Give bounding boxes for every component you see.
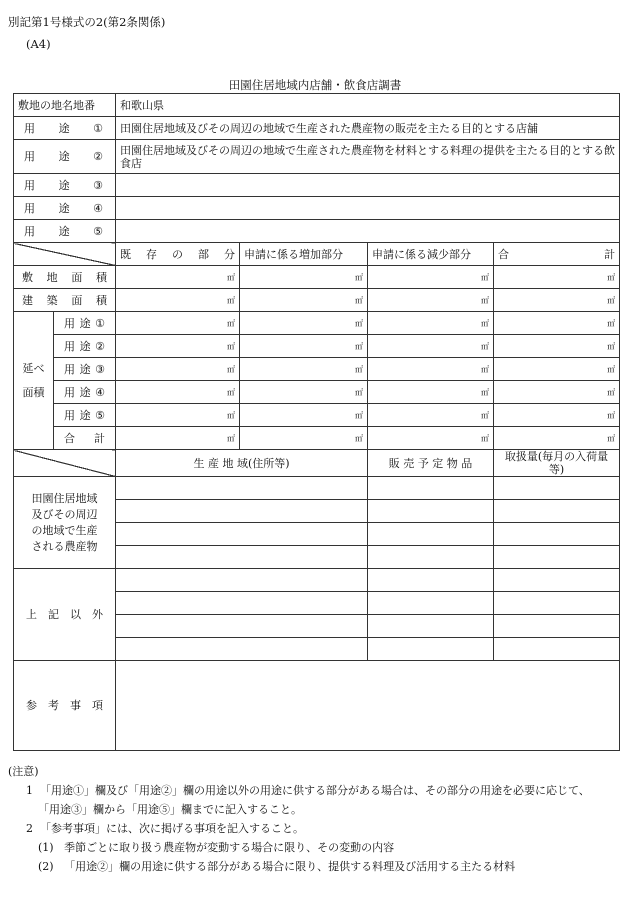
note-1-continued: 「用途③」欄から「用途⑤」欄までに記入すること。: [38, 803, 302, 816]
other-2-volume[interactable]: [494, 592, 620, 615]
floor-total-label: 合 計: [54, 427, 116, 450]
notes-heading: (注意): [8, 765, 39, 778]
floor-3-existing[interactable]: ㎡: [116, 358, 240, 381]
site-area-total[interactable]: ㎡: [494, 266, 620, 289]
area-header-diagonal: [14, 243, 116, 266]
floor-4-increase[interactable]: ㎡: [240, 381, 368, 404]
floor-3-decrease[interactable]: ㎡: [368, 358, 494, 381]
produce-3-items[interactable]: [368, 523, 494, 546]
floor-row-1: [14, 312, 620, 335]
floor-use-label-5: 用 途 ⑤: [54, 404, 116, 427]
use-value-3[interactable]: [116, 174, 620, 197]
use-row-5: [14, 220, 620, 243]
produce-header-diagonal: [14, 450, 116, 477]
use-value-1[interactable]: 田園住居地域及びその周辺の地域で生産された農産物の販売を主たる目的とする店舗: [116, 117, 620, 140]
produce-1-area[interactable]: [116, 477, 368, 500]
floor-1-increase[interactable]: ㎡: [240, 312, 368, 335]
remarks-label: 参 考 事 項: [14, 661, 116, 751]
remarks-value[interactable]: [116, 661, 620, 751]
paper-size: (A4): [26, 37, 51, 51]
floor-row-4: [14, 381, 620, 404]
floor-use-label-4: 用 途 ④: [54, 381, 116, 404]
site-value[interactable]: 和歌山県: [116, 94, 620, 117]
other-3-volume[interactable]: [494, 615, 620, 638]
produce-1-items[interactable]: [368, 477, 494, 500]
header-decrease: 申請に係る減少部分: [368, 243, 494, 266]
other-4-area[interactable]: [116, 638, 368, 661]
floor-5-decrease[interactable]: ㎡: [368, 404, 494, 427]
building-area-increase[interactable]: ㎡: [240, 289, 368, 312]
local-produce-label: 田園住居地域 及びその周辺 の地域で生産 される農産物: [14, 477, 116, 569]
floor-5-increase[interactable]: ㎡: [240, 404, 368, 427]
floor-row-5: [14, 404, 620, 427]
other-3-area[interactable]: [116, 615, 368, 638]
floor-3-total[interactable]: ㎡: [494, 358, 620, 381]
floor-2-total[interactable]: ㎡: [494, 335, 620, 358]
area-header-row: [14, 243, 620, 266]
floor-2-existing[interactable]: ㎡: [116, 335, 240, 358]
building-area-decrease[interactable]: ㎡: [368, 289, 494, 312]
other-2-area[interactable]: [116, 592, 368, 615]
use-value-5[interactable]: [116, 220, 620, 243]
site-area-existing[interactable]: ㎡: [116, 266, 240, 289]
floor-2-increase[interactable]: ㎡: [240, 335, 368, 358]
floor-5-existing[interactable]: ㎡: [116, 404, 240, 427]
form-reference: 別記第1号様式の2(第2条関係): [8, 15, 166, 29]
building-area-row: [14, 289, 620, 312]
floor-4-decrease[interactable]: ㎡: [368, 381, 494, 404]
building-area-total[interactable]: ㎡: [494, 289, 620, 312]
use-value-4[interactable]: [116, 197, 620, 220]
site-area-row: [14, 266, 620, 289]
produce-row-1: [14, 477, 620, 500]
header-sale-items: 販 売 予 定 物 品: [368, 450, 494, 477]
floor-4-existing[interactable]: ㎡: [116, 381, 240, 404]
floor-row-3: [14, 358, 620, 381]
other-3-items[interactable]: [368, 615, 494, 638]
notes-section: [8, 762, 622, 876]
floor-row-2: [14, 335, 620, 358]
produce-3-area[interactable]: [116, 523, 368, 546]
use-value-2[interactable]: 田園住居地域及びその周辺の地域で生産された農産物を材料とする料理の提供を主たる目的とする飲食店: [116, 140, 620, 174]
floor-total-decrease[interactable]: ㎡: [368, 427, 494, 450]
header-increase: 申請に係る増加部分: [240, 243, 368, 266]
floor-4-total[interactable]: ㎡: [494, 381, 620, 404]
site-area-increase[interactable]: ㎡: [240, 266, 368, 289]
other-2-items[interactable]: [368, 592, 494, 615]
header-existing: 既 存 の 部 分: [116, 243, 240, 266]
floor-5-total[interactable]: ㎡: [494, 404, 620, 427]
other-1-area[interactable]: [116, 569, 368, 592]
floor-total-increase[interactable]: ㎡: [240, 427, 368, 450]
produce-header-row: [14, 450, 620, 477]
note-2-2: (2) 「用途②」欄の用途に供する部分がある場合に限り、提供する料理及び活用する主たる材料: [38, 860, 516, 873]
use-label-1: 用 途 ①: [14, 117, 116, 140]
other-4-volume[interactable]: [494, 638, 620, 661]
header-total: 合 計: [494, 243, 620, 266]
use-row-4: [14, 197, 620, 220]
building-area-existing[interactable]: ㎡: [116, 289, 240, 312]
floor-total-existing[interactable]: ㎡: [116, 427, 240, 450]
produce-1-volume[interactable]: [494, 477, 620, 500]
header-volume: 取扱量(毎月の入荷量等): [494, 450, 620, 477]
use-label-3: 用 途 ③: [14, 174, 116, 197]
form-title: 田園住居地域内店舗・飲食店調書: [228, 78, 402, 92]
floor-total-total[interactable]: ㎡: [494, 427, 620, 450]
floor-1-total[interactable]: ㎡: [494, 312, 620, 335]
floor-use-label-2: 用 途 ②: [54, 335, 116, 358]
other-row-1: [14, 569, 620, 592]
other-1-items[interactable]: [368, 569, 494, 592]
floor-use-label-3: 用 途 ③: [54, 358, 116, 381]
produce-2-items[interactable]: [368, 500, 494, 523]
produce-3-volume[interactable]: [494, 523, 620, 546]
produce-4-volume[interactable]: [494, 546, 620, 569]
floor-1-decrease[interactable]: ㎡: [368, 312, 494, 335]
use-label-4: 用 途 ④: [14, 197, 116, 220]
other-4-items[interactable]: [368, 638, 494, 661]
header-production-area: 生 産 地 域(住所等): [116, 450, 368, 477]
note-2-1: (1) 季節ごとに取り扱う農産物が変動する場合に限り、その変動の内容: [38, 841, 395, 854]
note-1: 1 「用途①」欄及び「用途②」欄の用途以外の用途に供する部分がある場合は、その部分の用途を必要に応じて、: [26, 784, 590, 797]
site-area-label: 敷 地 面 積: [14, 266, 116, 289]
produce-2-area[interactable]: [116, 500, 368, 523]
use-row-3: [14, 174, 620, 197]
floor-row-total: [14, 427, 620, 450]
remarks-row: [14, 661, 620, 751]
floor-2-decrease[interactable]: ㎡: [368, 335, 494, 358]
site-area-decrease[interactable]: ㎡: [368, 266, 494, 289]
use-label-5: 用 途 ⑤: [14, 220, 116, 243]
other-1-volume[interactable]: [494, 569, 620, 592]
floor-3-increase[interactable]: ㎡: [240, 358, 368, 381]
note-2: 2 「参考事項」には、次に掲げる事項を記入すること。: [26, 822, 304, 835]
produce-4-items[interactable]: [368, 546, 494, 569]
site-label: 敷地の地名地番: [14, 94, 116, 117]
produce-4-area[interactable]: [116, 546, 368, 569]
use-row-2: [14, 140, 620, 174]
use-row-1: [14, 117, 620, 140]
other-produce-label: 上 記 以 外: [14, 569, 116, 661]
use-label-2: 用 途 ②: [14, 140, 116, 174]
produce-2-volume[interactable]: [494, 500, 620, 523]
floor-use-label-1: 用 途 ①: [54, 312, 116, 335]
floor-area-label: 延べ 面積: [14, 312, 54, 450]
floor-1-existing[interactable]: ㎡: [116, 312, 240, 335]
survey-form-table: [13, 93, 620, 751]
site-row: [14, 94, 620, 117]
building-area-label: 建 築 面 積: [14, 289, 116, 312]
